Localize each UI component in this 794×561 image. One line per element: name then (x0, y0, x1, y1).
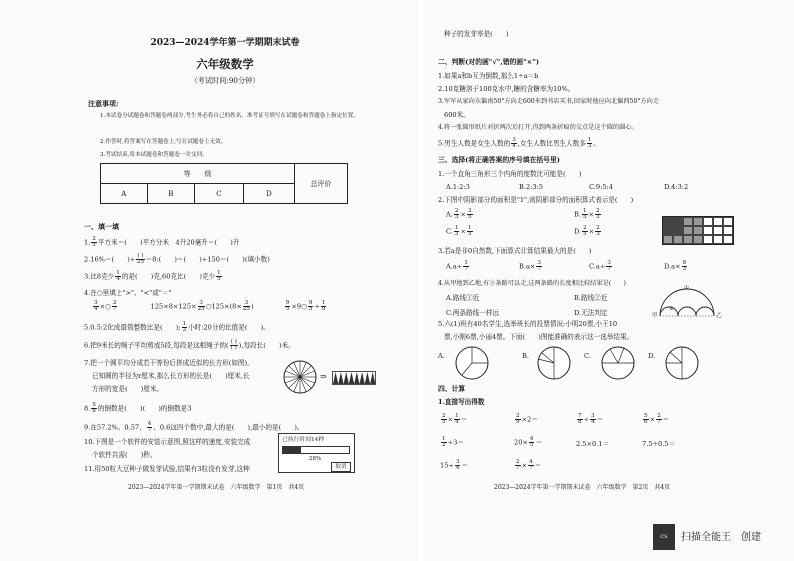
grid-cell (703, 217, 713, 226)
right-exam-page (424, 0, 794, 561)
pie-option-a (454, 345, 490, 381)
grid-cell (713, 226, 723, 235)
scanner-watermark: 扫描全能王 创建 (681, 532, 761, 543)
choice-4-option-d: D.无法判定 (574, 309, 608, 317)
install-progress-fill (283, 447, 301, 453)
grade-level-d: D (243, 184, 294, 204)
calc-r1-c4: $\frac{5}{6}$ × $\frac{2}{7}$ ＝ (644, 413, 670, 425)
section-1-heading: 一、填一填 (84, 222, 119, 231)
install-percent: 28% (308, 456, 322, 462)
install-elapsed-text: 已执行时间14秒 (282, 437, 325, 443)
grid-cell (703, 226, 713, 235)
grade-header: 等 级 (101, 164, 295, 184)
grid-cell (723, 217, 733, 226)
calc-r1-c1: $\frac{2}{5}$ × $\frac{1}{4}$ ＝ (442, 413, 468, 425)
section-3-heading: 三、选择(将正确答案的序号填在括号里) (438, 156, 560, 164)
section-4-heading: 四、计算 (438, 385, 466, 393)
grid-cell (693, 235, 703, 244)
choice-2-option-a: A. $\frac{2}{3}$ × $\frac{3}{5}$ (446, 208, 472, 220)
question-6: 6.把9米长的绳子平均剪成5段,每段是这根绳子的( $\frac{( )}{( )}$ ),每段长( )米。 (84, 339, 295, 351)
pie-option-b (536, 345, 572, 381)
calc-r2-c1: $\frac{1}{2}$ ÷3＝ (442, 436, 464, 448)
choice-5-option-c-label: C. (584, 352, 591, 360)
choice-2-option-b: B. $\frac{1}{5}$ × $\frac{2}{3}$ (574, 208, 600, 220)
judge-1: 1.如果a和b互为倒数,那么1÷a＝b (438, 72, 539, 80)
grid-cell (663, 235, 673, 244)
grid-cell (673, 226, 683, 235)
choice-1-option-c: C.9:5:4 (589, 183, 613, 191)
grid-cell (683, 235, 693, 244)
scanner-logo (653, 524, 675, 550)
calc-r3-c1: 15÷ $\frac{3}{4}$ ＝ (440, 459, 469, 471)
choice-3-option-d: D.a× $\frac{8}{3}$ (664, 260, 687, 272)
question-7-line-2: 已知圆的半径为r厘米,那么长方形的长是( )厘米,长 (92, 372, 250, 380)
grid-cell (683, 217, 693, 226)
grid-cell (723, 235, 733, 244)
choice-4-option-c: C.两条路线一样远 (446, 309, 500, 317)
shaded-rectangle-diagram (662, 216, 734, 245)
question-2: 2.16%＝( )÷ $\frac{( )}{25}$ ＝8:( )＝( )÷150＝( )(填小数) (84, 253, 270, 265)
route-diagram (652, 288, 722, 324)
grade-table (100, 163, 348, 204)
choice-4-option-a: A.路线①近 (446, 294, 480, 302)
exam-time: （考试时间:90分钟） (190, 76, 260, 85)
choice-4-option-b: B.路线②近 (574, 294, 608, 302)
germination-rate-line: 种子的发芽率是( ) (444, 30, 509, 38)
choice-5-line-2: 票,小刚6票,小丽4票。下面( )图能准确的表示这一选举结果。 (444, 333, 634, 341)
notes-heading: 注意事项: (88, 99, 119, 108)
grid-cell (713, 217, 723, 226)
question-11: 11.用50粒大豆种子做发芽试验,结果有3粒没有发芽,这种 (84, 465, 250, 473)
question-10-line-1: 10.下图是一个软件的安装示意图,照这样的速度,安装完成 (84, 438, 251, 446)
choice-1-option-a: A.1:2:3 (446, 183, 470, 191)
calc-r2-c4: 7.5÷0.5＝ (642, 440, 676, 448)
grade-level-b: B (147, 184, 194, 204)
pie-option-d (664, 345, 700, 381)
question-5: 5.0.5:2化成最简整数比是( ); $\frac{1}{3}$ 小时:20分的比值是( )。 (84, 321, 270, 333)
choice-2: 2.下图中阴影部分的面积是"1",则阴影部分的面积算式表示是( ) (438, 196, 634, 204)
question-9: 9.在57.2%、0.57、 $\frac{4}{7}$ 、0.6这四个数中,最大的是( ),最小的是( )。 (84, 421, 304, 433)
choice-3-option-c: C.a÷ $\frac{3}{7}$ (589, 260, 611, 272)
choice-5-option-d-label: D. (648, 352, 656, 360)
question-7-line-1: 7.把一个圆平均分成若干等份后拼成近似的长方形(如图), (84, 359, 250, 367)
question-8: 8. $\frac{5}{8}$ 的倒数是( )( )的倒数是3 (84, 402, 192, 414)
calc-r1-c2: $\frac{2}{9}$ ×2＝ (516, 413, 538, 425)
section-2-heading: 二、判断(对的画"√",错的画"×") (438, 58, 540, 66)
grid-cell (693, 217, 703, 226)
install-dialog (278, 433, 355, 473)
choice-5-option-a-label: A. (438, 352, 445, 360)
note-3: 3.考试结束,将本试题卷和答题卷一并交回。 (100, 152, 208, 158)
question-4-items: $\frac{3}{4}$ ×○ $\frac{2}{7}$ 125×8×125× $\frac{3}{25}$ ○125×(8× $\frac{3}{25}$ ) $\frac{9}{5}$ ×9○ $\frac{9}{5}$ ÷ $\frac{1}{9}$ (94, 300, 326, 312)
note-2: 2.作答时,将答案写在答题卷上,写在试题卷上无效。 (100, 139, 227, 145)
rearranged-rectangle-diagram (332, 371, 376, 385)
circle-sector-diagram (283, 360, 317, 394)
choice-3: 3.若a是非0自然数,下面算式计算结果最大的是( ) (438, 247, 592, 255)
route-end-label: 乙 (716, 313, 722, 319)
left-page-footer: 2023—2024学年第一学期期末试卷 六年级数学 第1页 共4页 (128, 484, 305, 491)
grid-cell (673, 217, 683, 226)
pie-option-c (600, 345, 636, 381)
subject-title: 六年级数学 (196, 57, 254, 71)
question-3: 3.比8克少 $\frac{1}{4}$ 的是( )克,60克比( )克少 $\frac{1}{5}$ (84, 270, 221, 282)
install-progress-bar (282, 446, 350, 454)
choice-1: 1.一个直角三角形三个内角的度数比可能是( ) (438, 170, 582, 178)
grid-cell (673, 235, 683, 244)
arrow-icon: ⇒ (320, 372, 327, 381)
route-2-label: ② (669, 306, 674, 312)
choice-3-option-b: B.a× $\frac{3}{7}$ (519, 260, 541, 272)
judge-3-line-1: 3.军军从家向东偏南50°方向走600米到书店买书,回家时他应向北偏西50°方向走 (438, 98, 660, 105)
judge-5: 5.男生人数是女生人数的 $\frac{3}{4}$ ,女生人数比男生人数多 $\frac{1}{3}$ 。 (438, 137, 600, 149)
choice-1-option-d: D.4:3:2 (664, 183, 689, 191)
choice-5-line-1: 5.六(1)班有40名学生,选举班长的投票情况:小明20票,小王10 (438, 320, 618, 328)
grid-cell (683, 226, 693, 235)
calc-r2-c3: 2.5×0.1＝ (576, 440, 610, 448)
question-10-line-2: 个软件共需( )秒。 (92, 451, 157, 459)
grid-cell (713, 235, 723, 244)
question-4: 4.在○里填上">"、"<"或"＝" (84, 289, 172, 297)
grid-cell (703, 235, 713, 244)
grid-cell (663, 226, 673, 235)
choice-2-option-c: C. $\frac{1}{3}$ × $\frac{1}{5}$ (446, 225, 472, 237)
choice-5-option-b-label: B. (522, 352, 529, 360)
judge-4: 4.将一张圆形纸片对折两次后打开,得到两条折痕的交点是这个圆的圆心。 (438, 124, 638, 131)
note-1: 1.本试卷分试题卷和答题卷两部分,考生务必将自己的姓名、准考证号填写在试题卷和答题卷上指定位置。 (100, 113, 359, 119)
calc-heading: 1.直接写出得数 (438, 398, 485, 406)
grade-level-a: A (101, 184, 148, 204)
calc-r3-c2: $\frac{2}{7}$ × $\frac{4}{7}$ ＝ (516, 459, 542, 471)
choice-1-option-b: B.2:3:5 (519, 183, 543, 191)
calc-r1-c3: $\frac{7}{8}$ ÷ $\frac{3}{4}$ ＝ (578, 413, 604, 425)
route-1-label: ① (684, 285, 689, 291)
choice-3-option-a: A.a÷ $\frac{1}{7}$ (446, 260, 468, 272)
judge-2: 2.10克糖溶于100克水中,糖的含糖率为10%。 (438, 85, 575, 93)
choice-4: 4.从甲地到乙地,有③条路可以走,这两条路的长度相比较结果是( ) (438, 280, 626, 287)
right-page-footer: 2023—2024学年第一学期期末试卷 六年级数学 第2页 共4页 (494, 484, 671, 491)
choice-2-option-d: D. $\frac{2}{5}$ × $\frac{2}{3}$ (574, 225, 600, 237)
question-7-line-3: 方形的宽是( )厘米。 (92, 385, 164, 393)
grid-cell (693, 226, 703, 235)
grid-cell (723, 226, 733, 235)
grade-level-c: C (194, 184, 243, 204)
grid-cell (663, 217, 673, 226)
route-start-label: 甲 (652, 313, 658, 319)
calc-r2-c2: 20× $\frac{4}{5}$ ＝ (514, 436, 543, 448)
scanner-logo-text: CS (660, 534, 668, 540)
question-1: 1. $\frac{2}{5}$ 平方米＝( )平方分米 4升20毫升＝( )升 (84, 236, 240, 248)
exam-title: 2023—2024学年第一学期期末试卷 (150, 38, 300, 48)
install-cancel-button[interactable]: 取消 (331, 462, 351, 472)
judge-3-line-2: 600米。 (444, 111, 470, 119)
total-header: 总评价 (295, 164, 348, 204)
